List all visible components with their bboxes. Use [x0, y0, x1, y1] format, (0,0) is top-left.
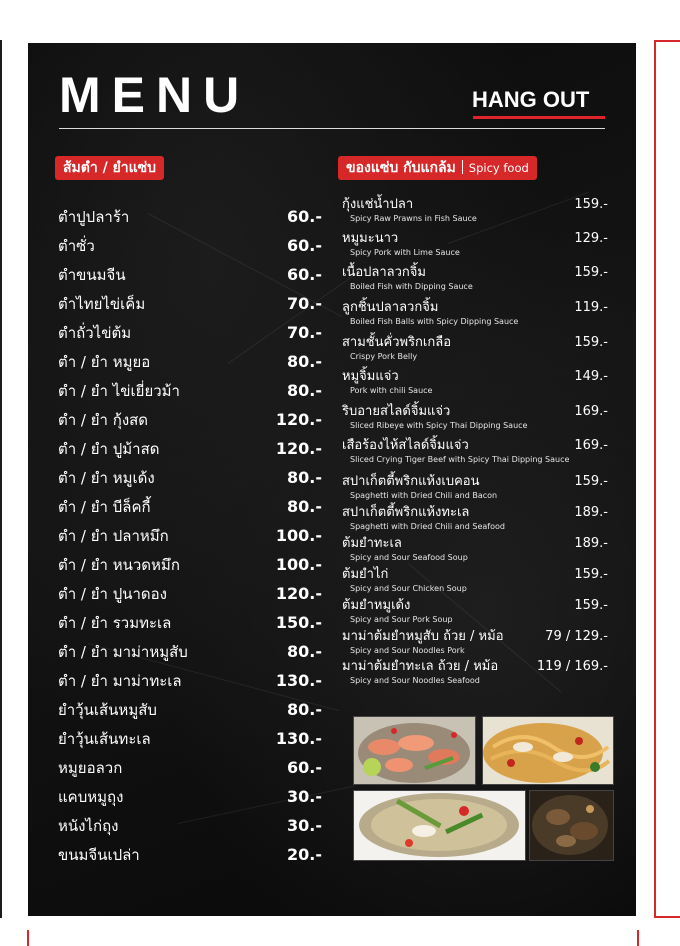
item-price: 100.-	[275, 526, 322, 545]
section-heading-spicy-food-en: Spicy food	[468, 161, 529, 175]
somtam-item	[58, 406, 322, 434]
item-price: 60.-	[287, 758, 322, 777]
somtam-item	[58, 464, 322, 492]
item-price: 30.-	[287, 787, 322, 806]
item-price: 159.-	[574, 335, 608, 350]
item-price: 119 / 169.-	[536, 659, 608, 674]
crop-mark-left	[27, 930, 29, 946]
somtam-item	[58, 377, 322, 405]
item-name: กุ้งแช่น้ำปลา	[342, 197, 414, 212]
heading-separator	[462, 160, 463, 174]
item-name: แคบหมูถุง	[58, 788, 124, 806]
item-price: 119.-	[574, 300, 608, 315]
item-price: 159.-	[574, 265, 608, 280]
spicy-food-item	[342, 658, 608, 688]
item-english-name: Spicy Pork with Lime Sauce	[350, 248, 460, 257]
item-price: 80.-	[287, 642, 322, 661]
item-name: ตำ / ยำ หมูยอ	[58, 353, 151, 371]
tom-yum-soup-photo	[353, 790, 526, 861]
spicy-food-item	[342, 196, 608, 226]
somtam-item	[58, 203, 322, 231]
item-name: ริบอายสไลด์จิ้มแจ่ว	[342, 404, 451, 419]
menu-panel	[28, 43, 636, 916]
item-name: เสือร้องไห้สไลด์จิ้มแจ่ว	[342, 438, 469, 453]
item-price: 70.-	[287, 323, 322, 342]
somtam-item	[58, 319, 322, 347]
somtam-item	[58, 493, 322, 521]
item-name: ตำซั่ว	[58, 237, 95, 255]
item-name: ขนมจีนเปล่า	[58, 846, 140, 864]
spaghetti-photo	[482, 716, 614, 785]
item-english-name: Spicy and Sour Noodles Seafood	[350, 676, 480, 685]
item-name: หมูยอลวก	[58, 759, 123, 777]
item-price: 80.-	[287, 497, 322, 516]
somtam-item	[58, 667, 322, 695]
item-name: ต้มยำหมูเด้ง	[342, 598, 411, 613]
item-price: 189.-	[574, 505, 608, 520]
item-price: 60.-	[287, 207, 322, 226]
item-name: ตำขนมจีน	[58, 266, 126, 284]
item-price: 120.-	[275, 584, 322, 603]
spicy-food-item	[342, 535, 608, 565]
item-price: 60.-	[287, 265, 322, 284]
squid-photo	[529, 790, 614, 861]
item-name: สามชั้นคั่วพริกเกลือ	[342, 335, 452, 350]
item-name: หมูมะนาว	[342, 231, 399, 246]
item-price: 20.-	[287, 845, 322, 864]
menu-title: MENU	[59, 67, 251, 123]
item-price: 30.-	[287, 816, 322, 835]
crop-mark-right	[637, 930, 639, 946]
spicy-food-item	[342, 368, 608, 398]
spicy-food-item	[342, 264, 608, 294]
section-heading-spicy-food	[338, 156, 537, 180]
header-divider	[59, 128, 605, 129]
spicy-food-item	[342, 566, 608, 596]
item-name: ตำ / ยำ บีล็คกี้	[58, 498, 151, 516]
item-english-name: Pork with chili Sauce	[350, 386, 433, 395]
item-english-name: Spicy and Sour Chicken Soup	[350, 584, 467, 593]
item-english-name: Spaghetti with Dried Chili and Bacon	[350, 491, 498, 500]
item-price: 149.-	[574, 369, 608, 384]
item-name: ต้มยำไก่	[342, 567, 389, 582]
somtam-item	[58, 232, 322, 260]
item-price: 150.-	[275, 613, 322, 632]
item-price: 189.-	[574, 536, 608, 551]
spicy-food-item	[342, 437, 608, 467]
section-heading-somtam	[55, 156, 164, 180]
somtam-item	[58, 638, 322, 666]
item-price: 120.-	[275, 439, 322, 458]
item-name: หนังไก่ถุง	[58, 817, 119, 835]
item-name: ตำ / ยำ กุ้งสด	[58, 411, 149, 429]
brand-logo: HANG OUT	[472, 87, 590, 112]
item-name: สปาเก็ตตี้พริกแห้งเบคอน	[342, 474, 480, 489]
item-price: 80.-	[287, 381, 322, 400]
item-price: 100.-	[275, 555, 322, 574]
somtam-item	[58, 812, 322, 840]
item-name: ตำปูปลาร้า	[58, 208, 130, 226]
item-price: 80.-	[287, 352, 322, 371]
item-english-name: Sliced Crying Tiger Beef with Spicy Thai Dipping Sauce	[350, 455, 570, 464]
item-english-name: Spicy and Sour Seafood Soup	[350, 553, 468, 562]
item-name: สปาเก็ตตี้พริกแห้งทะเล	[342, 505, 470, 520]
item-name: ตำ / ยำ ปูม้าสด	[58, 440, 160, 458]
spicy-food-item	[342, 299, 608, 329]
somtam-item	[58, 754, 322, 782]
somtam-item	[58, 783, 322, 811]
item-price: 169.-	[574, 438, 608, 453]
item-english-name: Crispy Pork Belly	[350, 352, 418, 361]
item-name: ตำไทยไข่เค็ม	[58, 295, 146, 313]
item-english-name: Spicy Raw Prawns in Fish Sauce	[350, 214, 477, 223]
spicy-food-item	[342, 473, 608, 503]
item-name: หมูจิ้มแจ่ว	[342, 369, 399, 384]
somtam-item	[58, 348, 322, 376]
section-heading-somtam-label: ส้มตำ / ยำแซ่บ	[63, 160, 157, 176]
item-price: 120.-	[275, 410, 322, 429]
item-name: ตำ / ยำ ปลาหมึก	[58, 527, 169, 545]
page-edge-right	[654, 40, 656, 918]
item-price: 80.-	[287, 700, 322, 719]
item-name: ยำวุ้นเส้นหมูสับ	[58, 701, 157, 719]
item-english-name: Boiled Fish with Dipping Sauce	[350, 282, 473, 291]
item-price: 80.-	[287, 468, 322, 487]
item-english-name: Spaghetti with Dried Chili and Seafood	[350, 522, 505, 531]
page-edge-right-bottom	[654, 916, 680, 918]
item-price: 159.-	[574, 598, 608, 613]
item-price: 70.-	[287, 294, 322, 313]
item-english-name: Spicy and Sour Noodles Pork	[350, 646, 465, 655]
shrimp-salad-photo	[353, 716, 476, 785]
somtam-item	[58, 609, 322, 637]
somtam-item	[58, 290, 322, 318]
item-name: มาม่าต้มยำทะเล ถ้วย / หม้อ	[342, 659, 499, 674]
spicy-food-item	[342, 628, 608, 658]
item-english-name: Sliced Ribeye with Spicy Thai Dipping Sauce	[350, 421, 528, 430]
somtam-item	[58, 551, 322, 579]
item-name: ลูกชิ้นปลาลวกจิ้ม	[342, 300, 439, 315]
item-name: เนื้อปลาลวกจิ้ม	[342, 265, 426, 280]
spicy-food-item	[342, 230, 608, 260]
item-price: 130.-	[275, 729, 322, 748]
item-name: ตำ / ยำ มาม่าหมูสับ	[58, 643, 188, 661]
somtam-item	[58, 522, 322, 550]
page-edge-right-top	[654, 40, 680, 42]
item-name: ตำ / ยำ มาม่าทะเล	[58, 672, 182, 690]
item-price: 79 / 129.-	[545, 629, 608, 644]
item-name: ตำถั่วไข่ต้ม	[58, 324, 132, 342]
spicy-food-item	[342, 597, 608, 627]
item-price: 159.-	[574, 474, 608, 489]
item-name: ตำ / ยำ หนวดหมึก	[58, 556, 180, 574]
item-price: 159.-	[574, 567, 608, 582]
item-english-name: Boiled Fish Balls with Spicy Dipping Sauce	[350, 317, 519, 326]
item-name: มาม่าต้มยำหมูสับ ถ้วย / หม้อ	[342, 629, 504, 644]
item-name: ต้มยำทะเล	[342, 536, 402, 551]
page-edge-left	[0, 40, 2, 918]
somtam-item	[58, 841, 322, 869]
somtam-item	[58, 696, 322, 724]
somtam-item	[58, 261, 322, 289]
section-heading-spicy-food-th: ของแซ่บ กับแกล้ม	[346, 160, 456, 176]
brand-underline	[473, 116, 605, 119]
item-price: 129.-	[574, 231, 608, 246]
item-name: ตำ / ยำ ไข่เยี่ยวม้า	[58, 382, 180, 400]
item-price: 130.-	[275, 671, 322, 690]
spicy-food-item	[342, 403, 608, 433]
item-price: 60.-	[287, 236, 322, 255]
item-price: 159.-	[574, 197, 608, 212]
item-price: 169.-	[574, 404, 608, 419]
item-english-name: Spicy and Sour Pork Soup	[350, 615, 453, 624]
spicy-food-item	[342, 334, 608, 364]
item-name: ยำวุ้นเส้นทะเล	[58, 730, 151, 748]
somtam-item	[58, 580, 322, 608]
spicy-food-item	[342, 504, 608, 534]
item-name: ตำ / ยำ รวมทะเล	[58, 614, 172, 632]
somtam-item	[58, 435, 322, 463]
somtam-item	[58, 725, 322, 753]
item-name: ตำ / ยำ ปูนาดอง	[58, 585, 168, 603]
item-name: ตำ / ยำ หมูเด้ง	[58, 469, 155, 487]
